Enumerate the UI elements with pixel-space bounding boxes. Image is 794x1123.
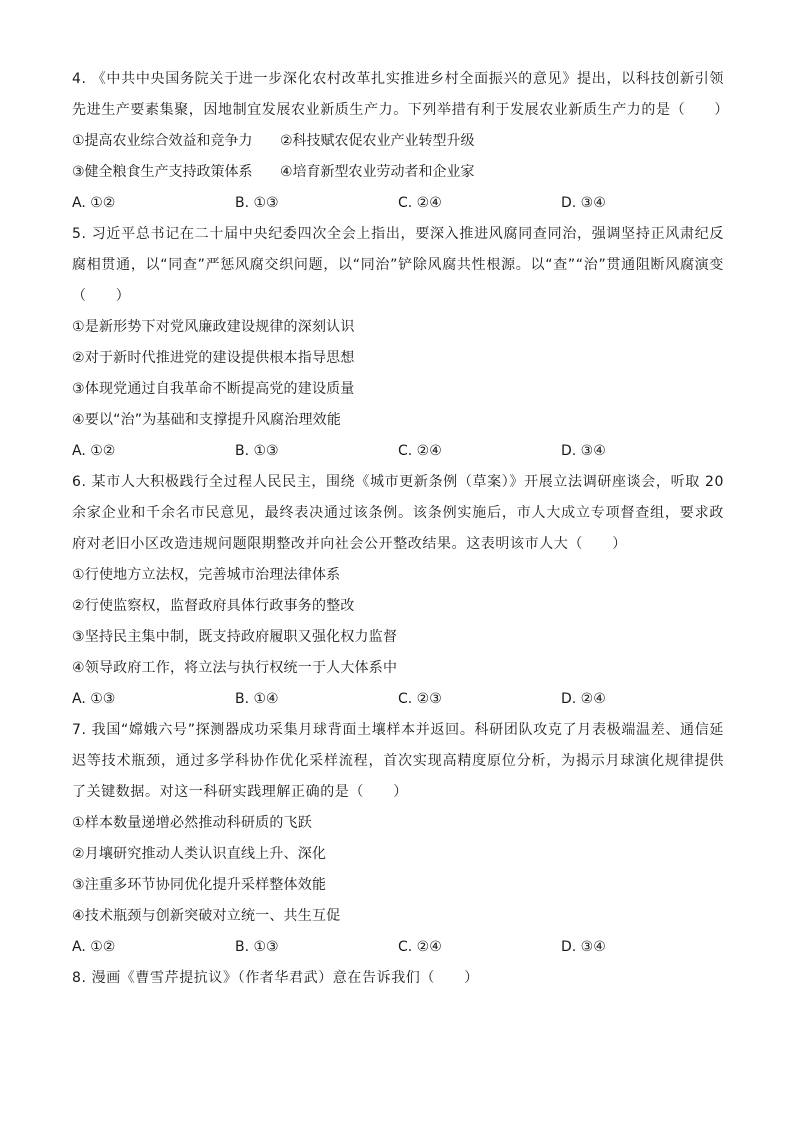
question-8 [72, 963, 724, 994]
choice-d: D. ③④ [561, 195, 606, 211]
question-4 [72, 64, 729, 219]
statement: ④培育新型农业劳动者和企业家 [280, 164, 475, 180]
question-stem: 7. 我国“嫦娥六号”探测器成功采集月球背面土壤样本并返回。科研团队攻克了月表极端温差、通信延迟等技术瓶颈，通过多学科协作优化采样流程，首次实现高精度原位分析，为揭示月球演化规律提供了关键数据。对这一科研实践理解正确的是（ ） [72, 722, 724, 800]
choice-b: B. ①③ [235, 195, 279, 211]
statement: ④要以“治”为基础和支撑提升风腐治理效能 [72, 412, 342, 428]
statement-row [72, 157, 724, 188]
choice-d: D. ②④ [561, 691, 606, 707]
choice-c: C. ②④ [398, 443, 442, 459]
question-7 [72, 715, 724, 963]
statement: ④技术瓶颈与创新突破对立统一、共生互促 [72, 908, 341, 924]
choice-c: C. ②④ [398, 939, 442, 955]
choice-a: A. ①② [72, 939, 116, 955]
statement: ③注重多环节协同优化提升采样整体效能 [72, 877, 327, 893]
question-stem: 8. 漫画《曹雪芹提抗议》（作者华君武）意在告诉我们（ ） [72, 970, 479, 986]
choice-c: C. ②④ [398, 195, 442, 211]
answer-choices [72, 436, 724, 467]
question-5 [72, 219, 724, 467]
statement: ④领导政府工作，将立法与执行权统一于人大体系中 [72, 660, 398, 676]
statement: ①提高农业综合效益和竞争力 [72, 133, 253, 149]
statement: ①样本数量递增必然推动科研质的飞跃 [72, 815, 312, 831]
statement-row [72, 126, 724, 157]
statement: ③健全粮食生产支持政策体系 [72, 164, 253, 180]
statement: ②对于新时代推进党的建设提供根本指导思想 [72, 350, 355, 366]
statement: ③体现党通过自我革命不断提高党的建设质量 [72, 381, 355, 397]
question-stem: 5. 习近平总书记在二十届中央纪委四次全会上指出，要深入推进风腐同查同治，强调坚持正风肃纪反腐相贯通，以“同查”严惩风腐交织问题，以“同治”铲除风腐共性根源。以“查”“治”贯通阻断风腐演变（ ） [72, 226, 724, 304]
answer-choices [72, 188, 724, 219]
choice-a: A. ①③ [72, 691, 116, 707]
question-stem: 4. 《中共中央国务院关于进一步深化农村改革扎实推进乡村全面振兴的意见》提出，以科技创新引领先进生产要素集聚，因地制宜发展农业新质生产力。下列举措有利于发展农业新质生产力的是（ ） [72, 71, 729, 118]
answer-choices [72, 684, 724, 715]
choice-c: C. ②③ [398, 691, 442, 707]
statement: ①行使地方立法权，完善城市治理法律体系 [72, 567, 341, 583]
choice-a: A. ①② [72, 443, 116, 459]
choice-b: B. ①③ [235, 939, 279, 955]
statement: ②月壤研究推动人类认识直线上升、深化 [72, 846, 327, 862]
choice-d: D. ③④ [561, 939, 606, 955]
statement: ③坚持民主集中制，既支持政府履职又强化权力监督 [72, 629, 398, 645]
statement: ②行使监察权，监督政府具体行政事务的整改 [72, 598, 355, 614]
answer-choices [72, 932, 724, 963]
choice-d: D. ③④ [561, 443, 606, 459]
question-stem: 6. 某市人大积极践行全过程人民民主，围绕《城市更新条例（草案）》开展立法调研座谈会，听取 20 余家企业和千余名市民意见，最终表决通过该条例。该条例实施后，市人大成立专项督查组，要求政府对老旧小区改造违规问题限期整改并向社会公开整改结果。这表明该市人大（ ） [72, 474, 724, 552]
choice-b: B. ①③ [235, 443, 279, 459]
choice-b: B. ①④ [235, 691, 279, 707]
statement: ①是新形势下对党风廉政建设规律的深刻认识 [72, 319, 355, 335]
choice-a: A. ①② [72, 195, 116, 211]
exam-page [72, 64, 729, 994]
statement: ②科技赋农促农业产业转型升级 [280, 133, 475, 149]
question-6 [72, 467, 724, 715]
